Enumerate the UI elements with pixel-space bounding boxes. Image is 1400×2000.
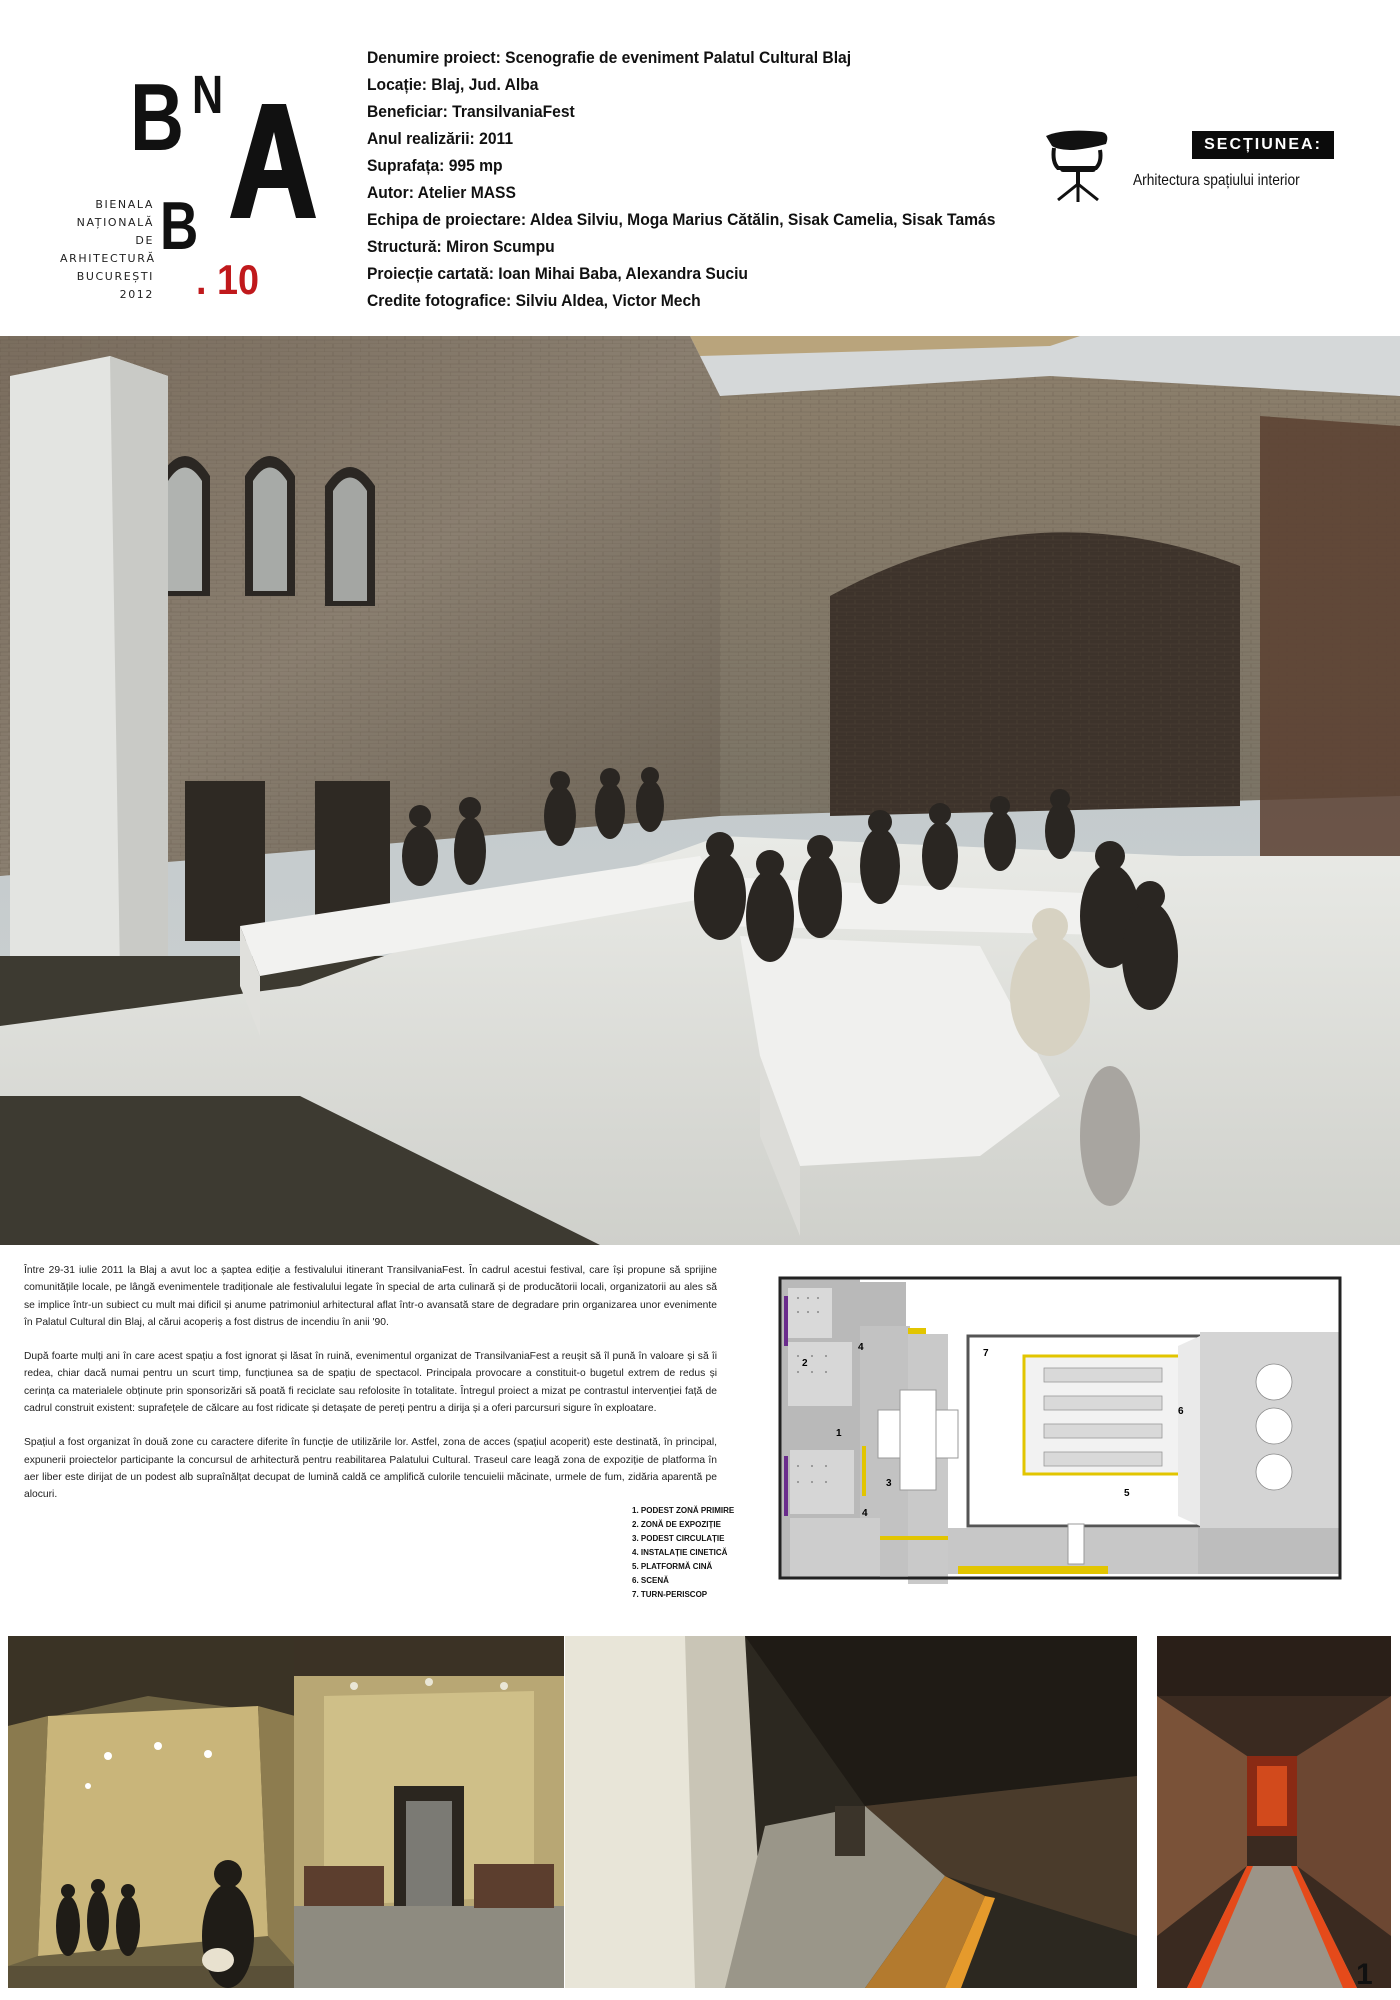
description-paragraph: Spațiul a fost organizat în două zone cu caractere diferite în funcție de utilizările lor. Astfel, zona de acces (spațiul acoperit) este destinată, în principal, expunerii proiectelor participante la concursul de arhitectură pentru reabilitarea Palatului Cultural. Traseul care leagă zona de expoziție de platforma în aer liber este dirijat de un podest alb supraînălțat decupat de lumină caldă ce amplifică culorile tencuielii măcinate, urmele de fum, zidăria aparentă pe alocuri.: [24, 1437, 717, 1501]
legend-item: 7. TURN-PERISCOP: [632, 1590, 708, 1599]
project-team: Echipa de proiectare: Aldea Silviu, Moga Marius Cătălin, Sisak Camelia, Sisak Tamás: [367, 210, 996, 229]
plan-label-3: 3: [886, 1478, 892, 1489]
project-year: Anul realizării: 2011: [367, 129, 514, 148]
project-beneficiary: Beneficiar: TransilvaniaFest: [367, 102, 575, 121]
section-subtitle: Arhitectura spațiului interior: [1133, 172, 1300, 189]
plan-label-4a: 4: [858, 1342, 864, 1353]
description-paragraph: Între 29-31 iulie 2011 la Blaj a avut loc a șaptea ediție a festivalului itinerant TransilvaniaFest. În cadrul acestui festival, care își propune să sprijine comunitățile locale, pe lângă evenimentele tradiționale ale festivalului legate în special de arta culinară și de producătorii locali, organizatorii au ales să se implice într-un subiect cu mult mai dificil și anume patrimoniul arhitectural aflat într-o avansată stare de degradare prin organizarea unor evenimente în Palatul Cultural din Blaj, al cărui acoperiș a fost distrus de incendiu în anii '90.: [24, 1265, 717, 1328]
photo-corridor-light: [565, 1636, 1137, 1988]
logo-caption-line: 2012: [119, 288, 154, 301]
photo-corridor-red: [1157, 1636, 1391, 1988]
plan-label-6: 6: [1178, 1406, 1184, 1417]
logo-caption-line: BUCUREȘTI: [76, 270, 154, 283]
legend-item: 1. PODEST ZONĂ PRIMIRE: [632, 1506, 735, 1515]
logo-letter-b-second: B: [160, 188, 199, 264]
plan-label-4b: 4: [862, 1508, 868, 1519]
project-area: Suprafața: 995 mp: [367, 156, 503, 175]
logo-caption: [60, 196, 154, 304]
legend-item: 6. SCENĂ: [632, 1576, 669, 1585]
logo-letter-b: B: [130, 64, 185, 171]
legend-item: 2. ZONĂ DE EXPOZIȚIE: [632, 1520, 721, 1529]
project-author: Autor: Atelier MASS: [367, 183, 516, 202]
project-name: Denumire proiect: Scenografie de eveniment Palatul Cultural Blaj: [367, 48, 852, 67]
floor-plan: [768, 1266, 1348, 1596]
plan-label-7: 7: [983, 1348, 989, 1359]
page-number: 1: [1356, 1958, 1373, 1991]
project-description: [24, 1262, 717, 1521]
description-paragraph: După foarte mulți ani în care acest spațiu a fost ignorat și lăsat în ruină, evenimentul organizat de TransilvaniaFest a reușit să îl pună în valoare și să îi redea, chiar dacă numai pentru un scurt timp, funcțiunea sa de spațiu de spectacol. Principala provocare a constituit-o bugetul extrem de redus și cerința ca materialele obținute prin sponsorizări să poată fi reciclate sau refolosite în totalitate. Întregul proiect a mizat pe contrastul intervenției față de cadrul construit existent: suprafețele de călcare au fost ridicate și detașate de pereți pentru a dirija și a oferi parcursuri sigure în exploatare.: [24, 1351, 717, 1415]
chair-icon: [1044, 128, 1112, 204]
plan-label-1: 1: [836, 1428, 842, 1439]
logo-letter-n: N: [192, 65, 224, 125]
project-location: Locație: Blaj, Jud. Alba: [367, 75, 539, 94]
bnab-logo: [0, 0, 340, 330]
plan-legend: [632, 1504, 734, 1602]
logo-caption-line: NAȚIONALĂ: [76, 216, 154, 229]
project-info: [367, 44, 1047, 314]
logo-caption-line: BIENALA: [95, 198, 154, 211]
section-title: SECȚIUNEA:: [1192, 131, 1334, 159]
logo-edition-number: . 10: [196, 256, 260, 303]
legend-item: 5. PLATFORMĂ CINĂ: [632, 1562, 713, 1571]
project-structure: Structură: Miron Scumpu: [367, 237, 555, 256]
project-photo-credits: Credite fotografice: Silviu Aldea, Victor Mech: [367, 291, 701, 310]
plan-label-2: 2: [802, 1358, 808, 1369]
plan-label-5: 5: [1124, 1488, 1130, 1499]
logo-caption-line: ARHITECTURĂ: [60, 252, 156, 265]
legend-item: 4. INSTALAȚIE CINETICĂ: [632, 1548, 728, 1557]
photo-exhibition-room: [8, 1636, 295, 1988]
logo-caption-line: DE: [135, 234, 154, 247]
project-mapping: Proiecție cartată: Ioan Mihai Baba, Alexandra Suciu: [367, 264, 748, 283]
legend-item: 3. PODEST CIRCULAȚIE: [632, 1534, 725, 1543]
photo-doorway-room: [294, 1636, 564, 1988]
main-photo-dinner-ruin: [0, 336, 1400, 1245]
